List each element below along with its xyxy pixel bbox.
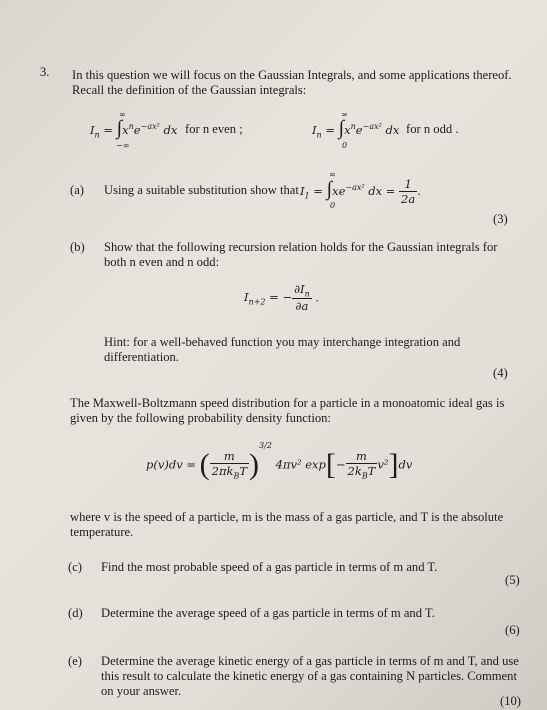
mb-intro: The Maxwell-Boltzmann speed distribution for a particle in a monoatomic ideal gas is given by the following probability density function:	[70, 396, 505, 425]
mb-equation: p(v)dv = ( $\frac{m}{2\pi k_BT}$ )$^{3/2}$ 4πv² exp[− $\frac{m}{2k_BT}$ v²]dv	[146, 441, 413, 481]
part-b-hint: Hint: for a well-behaved function you may interchange integration and differentiation.	[104, 335, 461, 364]
part-c-text: Find the most probable speed of a gas particle in terms of m and T.	[101, 560, 438, 574]
lower-limit-even: −∞	[116, 141, 130, 150]
part-e-label: (e)	[68, 654, 82, 668]
part-d-label: (d)	[68, 606, 83, 620]
lower-limit-odd: 0	[342, 141, 348, 150]
upper-limit-even: ∞	[119, 110, 126, 119]
part-d-marks: (6)	[505, 623, 520, 637]
part-b-text: Show that the following recursion relation holds for the Gaussian integrals for both n even and n odd:	[104, 240, 498, 269]
gaussian-def-odd: $I_n = \int x^ne^{-ax^2}$ dx	[312, 117, 400, 140]
upper-limit-a: ∞	[329, 170, 336, 179]
part-a-marks: (3)	[493, 212, 508, 226]
part-e-text: Determine the average kinetic energy of a gas particle in terms of m and T, and use this result to calculate the kinetic energy of a gas containing N particles. Comment on your answer.	[101, 654, 519, 698]
part-a-equation: $I_1 = \int xe^{-ax^2}$ dx = $\frac{1}{2a}$ .	[300, 177, 421, 206]
mb-where: where v is the speed of a particle, m is the mass of a gas particle, and T is the absolute temperature.	[70, 510, 504, 539]
upper-limit-odd: ∞	[341, 110, 348, 119]
part-d-text: Determine the average speed of a gas particle in terms of m and T.	[101, 606, 435, 620]
question-intro: In this question we will focus on the Gaussian Integrals, and some applications thereof. Recall the definition of the Gaussian integrals:	[72, 68, 512, 97]
part-e-marks: (10)	[500, 694, 521, 708]
gaussian-def-even: $I_n = \int x^ne^{-ax^2}$ dx	[90, 117, 178, 140]
part-a-text: Using a suitable substitution show that	[104, 183, 299, 197]
question-number: 3.	[40, 65, 50, 79]
part-a-label: (a)	[70, 183, 84, 197]
part-b-label: (b)	[70, 240, 85, 254]
part-c-label: (c)	[68, 560, 82, 574]
def-odd-label: for n odd .	[406, 122, 459, 136]
def-even-label: for n even ;	[185, 122, 243, 136]
recursion-equation: $I_{n+2}$ = − $\frac{\partial I_n}{\partial a}$ .	[244, 282, 320, 314]
part-b-marks: (4)	[493, 366, 508, 380]
lower-limit-a: 0	[330, 201, 336, 210]
part-c-marks: (5)	[505, 573, 520, 587]
